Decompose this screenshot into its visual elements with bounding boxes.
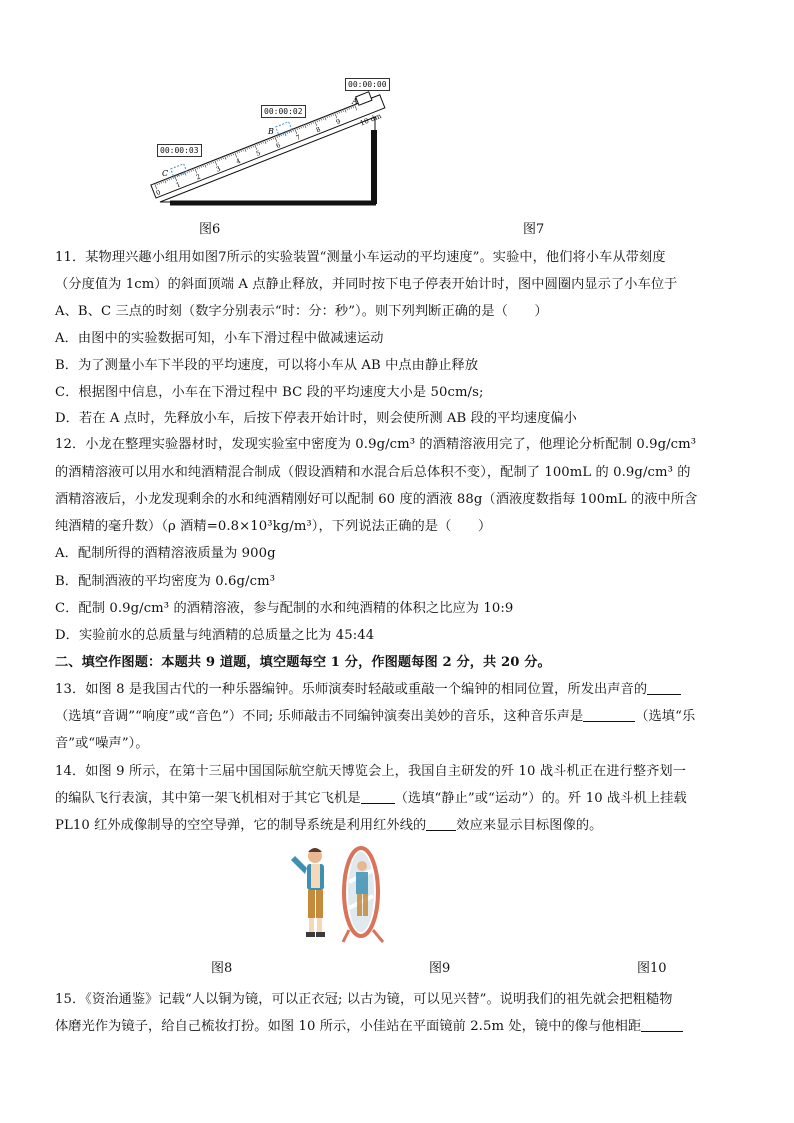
ruler-tick-label: 8 bbox=[314, 125, 322, 135]
ruler-tick-label: 5 bbox=[254, 148, 262, 158]
ruler-tick-label: 2 bbox=[194, 172, 202, 182]
point-a-label: A bbox=[352, 97, 358, 106]
q14-line3-text: PL10 红外成像制导的空空导弹，它的制导系统是利用红外线的 bbox=[55, 818, 427, 833]
q15-line2-text: 体磨光作为镜子，给自己梳妆打扮。如图 10 所示，小佳站在平面镜前 2.5m 处，镜中的像与他相距 bbox=[55, 1019, 642, 1034]
q14-line2 bbox=[55, 787, 745, 806]
q14-blank-2 bbox=[426, 818, 456, 831]
person-mirror-figure bbox=[283, 842, 393, 944]
q12-line2: 的酒精溶液可以用水和纯酒精混合制成（假设酒精和水混合后总体积不变），配制了 100mL 的 0.9g/cm³ 的 bbox=[55, 465, 691, 480]
q11-option-b: B．为了测量小车下半段的平均速度，可以将小车从 AB 中点由静止释放 bbox=[55, 358, 479, 373]
ruler-tick-label: 0 bbox=[154, 188, 162, 198]
q11-option-d: D．若在 A 点时，先释放小车，后按下停表开始计时，则会使所测 AB 段的平均速度偏小 bbox=[55, 411, 577, 426]
ruler-tick-label: 9 bbox=[334, 117, 342, 127]
timer-c: 00:00:03 bbox=[157, 144, 202, 157]
q13-line2 bbox=[55, 705, 745, 724]
ruler-end-label: 10 dm bbox=[358, 111, 383, 128]
q13-line1 bbox=[55, 678, 745, 697]
q11-option-c: C．根据图中信息，小车在下滑过程中 BC 段的平均速度大小是 50cm/s; bbox=[55, 385, 484, 400]
q12-line1: 12．小龙在整理实验器材时，发现实验室中密度为 0.9g/cm³ 的酒精溶液用完了，他理论分析配制 0.9g/cm³ bbox=[55, 437, 697, 452]
fig7-caption: 图7 bbox=[523, 222, 545, 237]
ruler-tick-label: 6 bbox=[274, 141, 282, 150]
q12-option-b: B．配制酒液的平均密度为 0.6g/cm³ bbox=[55, 574, 276, 589]
ruler-tick-label: 4 bbox=[234, 156, 242, 166]
q12-option-c: C．配制 0.9g/cm³ 的酒精溶液，参与配制的水和纯酒精的体积之比应为 10:9 bbox=[55, 601, 514, 616]
fig8-caption: 图8 bbox=[211, 961, 233, 976]
q14-blank-1 bbox=[361, 791, 395, 804]
q13-line3: 音”或“噪声”）。 bbox=[55, 736, 149, 751]
q12-line4: 纯酒精的毫升数）（ρ 酒精=0.8×10³kg/m³），下列说法正确的是（ ） bbox=[55, 519, 492, 534]
q12-option-a: A．配制所得的酒精溶液质量为 900g bbox=[55, 546, 276, 561]
point-c-label: C bbox=[162, 169, 169, 178]
q13-line2-text: （选填“音调”“响度”或“音色”）不同; 乐师敲击不同编钟演奏出美妙的音乐，这种音乐声是 bbox=[55, 709, 584, 724]
section-two-heading: 二、填空作图题：本题共 9 道题，填空题每空 1 分，作图题每图 2 分，共 20 分。 bbox=[55, 655, 551, 670]
person bbox=[291, 848, 325, 937]
q11-option-a: A．由图中的实验数据可知，小车下滑过程中做减速运动 bbox=[55, 331, 384, 346]
ruler-tick-label: 3 bbox=[214, 164, 222, 174]
q11-line1: 11．某物理兴趣小组用如图7所示的实验装置“测量小车运动的平均速度”。实验中，他们将小车从带刻度 bbox=[55, 250, 666, 265]
q11-line3: A、B、C 三点的时刻（数字分别表示“时：分：秒”）。则下列判断正确的是（ ） bbox=[55, 304, 548, 319]
q14-line2-text: 的编队飞行表演，其中第一架飞机相对于其它飞机是 bbox=[55, 791, 361, 806]
q12-line3: 酒精溶液后，小龙发现剩余的水和纯酒精刚好可以配制 60 度的酒液 88g（酒液度数指每 100mL 的液中所含 bbox=[55, 492, 698, 507]
q14-line1: 14．如图 9 所示，在第十三届中国国际航空航天博览会上，我国自主研发的歼 10 战斗机正在进行整齐划一 bbox=[55, 764, 686, 779]
q12-option-d: D．实验前水的总质量与纯酒精的总质量之比为 45:44 bbox=[55, 628, 375, 643]
q13-line1-text: 13．如图 8 是我国古代的一种乐器编钟。乐师演奏时轻敲或重敲一个编钟的相同位置，所发出声音的 bbox=[55, 682, 648, 697]
q15-blank-1 bbox=[641, 1019, 683, 1032]
point-b-label: B bbox=[268, 127, 274, 136]
q11-line2: （分度值为 1cm）的斜面顶端 A 点静止释放，并同时按下电子停表开始计时，图中圆圈内显示了小车位于 bbox=[55, 277, 678, 292]
q14-line3 bbox=[55, 814, 745, 833]
fig9-caption: 图9 bbox=[429, 961, 451, 976]
q14-line2-tail: （选填“静止”或“运动”）的。歼 10 战斗机上挂载 bbox=[394, 791, 687, 806]
q13-blank-1 bbox=[647, 682, 681, 695]
fig10-caption: 图10 bbox=[637, 961, 667, 976]
q13-blank-2 bbox=[583, 709, 635, 722]
mirror bbox=[343, 848, 383, 942]
fig6-caption: 图6 bbox=[199, 222, 221, 237]
q13-line2-tail: （选填“乐 bbox=[635, 709, 696, 724]
timer-a: 00:00:00 bbox=[345, 78, 390, 91]
timer-b: 00:00:02 bbox=[261, 105, 306, 118]
q15-line1: 15．《资治通鉴》记载“人以铜为镜，可以正衣冠; 以古为镜，可以见兴替”。说明我们的祖先就会把粗糙物 bbox=[55, 992, 673, 1007]
q15-line2 bbox=[55, 1015, 745, 1034]
ruler-tick-label: 7 bbox=[294, 133, 302, 143]
q14-line3-tail: 效应来显示目标图像的。 bbox=[456, 818, 603, 833]
ruler-tick-label: 1 bbox=[174, 180, 182, 190]
incline-ruler-figure bbox=[150, 72, 410, 212]
